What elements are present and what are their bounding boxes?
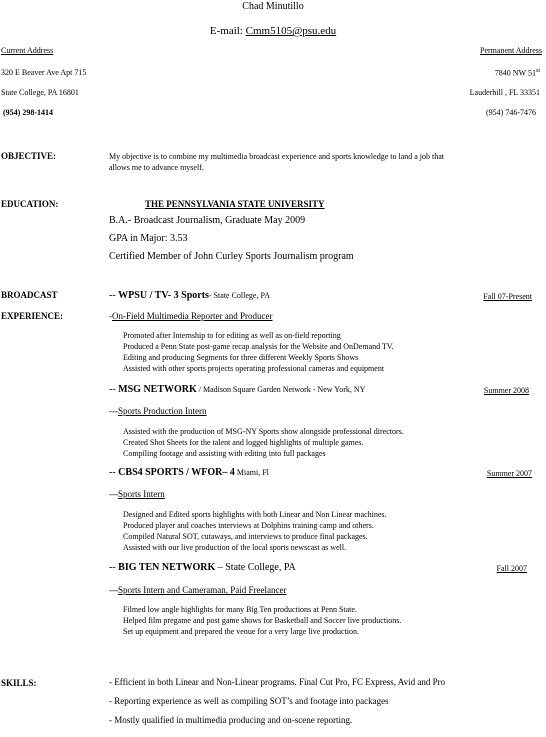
bullet: Set up equipment and prepared the venue for a very large live production. [123,627,359,636]
objective-label: OBJECTIVE: [1,151,57,161]
bullet: Compiling footage and assisting with editing into full packages [123,449,326,458]
bullet: Produced a Penn State post-game recap analysis for the Website and OnDemand TV. [123,342,394,351]
resume-name: Chad Minutillo [242,1,304,12]
experience-label-experience: EXPERIENCE: [1,311,64,321]
permanent-address-title: Permanent Address [480,46,542,55]
current-address-line1: 320 E Beaver Ave Apt 715 [1,68,87,77]
permanent-street: 7840 NW 51 [494,68,536,78]
skill-item: - Mostly qualified in multimedia producing and on-scene reporting. [109,715,353,725]
job-header-btn [109,562,296,573]
job-prefix: -- [109,562,119,573]
permanent-address-line1 [495,68,540,78]
email-line [0,25,546,37]
school-name: THE PENNSYLVANIA STATE UNIVERSITY [145,199,325,209]
bullet: Assisted with our live production of the local sports newscast as well. [123,543,347,552]
bullet: Compiled Natural SOT, cutaways, and interviews to produce final packages. [123,532,368,541]
job-date-cbs4: Summer 2007 [486,469,532,478]
current-address-title: Current Address [1,46,54,55]
job-role-wpsu [109,311,272,321]
role-title: Sports Intern and Cameraman, Paid Freelancer [118,585,287,595]
job-org: BIG TEN NETWORK [118,562,216,573]
ordinal-suffix: st [535,68,540,74]
skills-label: SKILLS: [1,678,37,688]
bullet: Editing and producing Segments for three different Weekly Sports Shows [123,353,359,362]
current-address-line2: State College, PA 16801 [1,88,79,97]
role-title: Sports Intern [118,489,165,499]
bullet: Designed and Edited sports highlights with both Linear and Non Linear machines. [123,510,387,519]
bullet: Assisted with other sports projects operating professional cameras and equipment [123,364,385,373]
job-role-btn [109,585,286,595]
job-location: / Madison Square Garden Network - New York, NY [196,385,366,394]
job-prefix: -- [109,467,119,478]
bullet: Produced player and coaches interviews at Dolphins training camp and others. [123,521,374,530]
skill-item: - Efficient in both Linear and Non-Linear programs. Final Cut Pro, FC Express, Avid and Pro [109,677,446,687]
certification-line: Certified Member of John Curley Sports Journalism program [109,251,354,262]
role-prefix: --- [109,585,118,595]
job-role-msg [109,406,207,416]
objective-line1: My objective is to combine my multimedia broadcast experience and sports knowledge to land a job that [109,152,445,161]
email-link[interactable]: Cmm5105@psu.edu [245,25,337,37]
role-title: On-Field Multimedia Reporter and Producer [112,311,273,321]
permanent-address-line2: Lauderhill , FL 33351 [469,88,540,97]
role-prefix: - [109,311,112,321]
job-prefix: -- [109,384,119,395]
degree-line: B.A.- Broadcast Journalism, Graduate May 2009 [109,215,306,226]
job-location: – State College, PA [215,562,296,573]
role-title: Sports Production Intern [118,406,207,416]
job-date-btn: Fall 2007 [496,564,527,573]
job-org: WPSU / TV- 3 Sports [118,290,209,301]
email-label: E-mail: [209,25,243,37]
experience-label-broadcast: BROADCAST [1,290,58,300]
current-phone: (954) 298-1414 [3,108,53,117]
gpa-line: GPA in Major: 3.53 [109,233,188,244]
bullet: Assisted with the production of MSG-NY Sports show alongside professional directors. [123,427,404,436]
education-label: EDUCATION: [1,199,59,209]
job-org: MSG NETWORK [118,384,197,395]
role-prefix: --- [109,406,118,416]
job-date-msg: Summer 2008 [483,386,529,395]
job-org: CBS4 SPORTS / WFOR– 4 [118,467,235,478]
job-date-wpsu: Fall 07-Present [483,292,532,301]
bullet: Created Shot Sheets for the talent and logged highlights of multiple games. [123,438,364,447]
job-role-cbs4 [109,489,165,499]
job-location: Miami, Fl [234,468,269,477]
job-location: - State College, PA [208,291,270,300]
role-prefix: --- [109,489,118,499]
objective-line2: allows me to advance myself. [109,163,204,172]
job-header-wpsu [109,290,270,301]
job-header-cbs4 [109,467,269,478]
permanent-phone: (954) 746-7476 [486,108,536,117]
job-prefix: -- [109,290,119,301]
job-header-msg [109,384,365,395]
bullet: Filmed low angle highlights for many Big Ten productions at Penn State. [123,605,357,614]
bullet: Promoted after Internship to for editing as well as on-field reporting [123,331,341,340]
skill-item: - Reporting experience as well as compiling SOT’s and footage into packages [109,696,389,706]
bullet: Helped film pregame and post game shows for Basketball and Soccer live productions. [123,616,402,625]
